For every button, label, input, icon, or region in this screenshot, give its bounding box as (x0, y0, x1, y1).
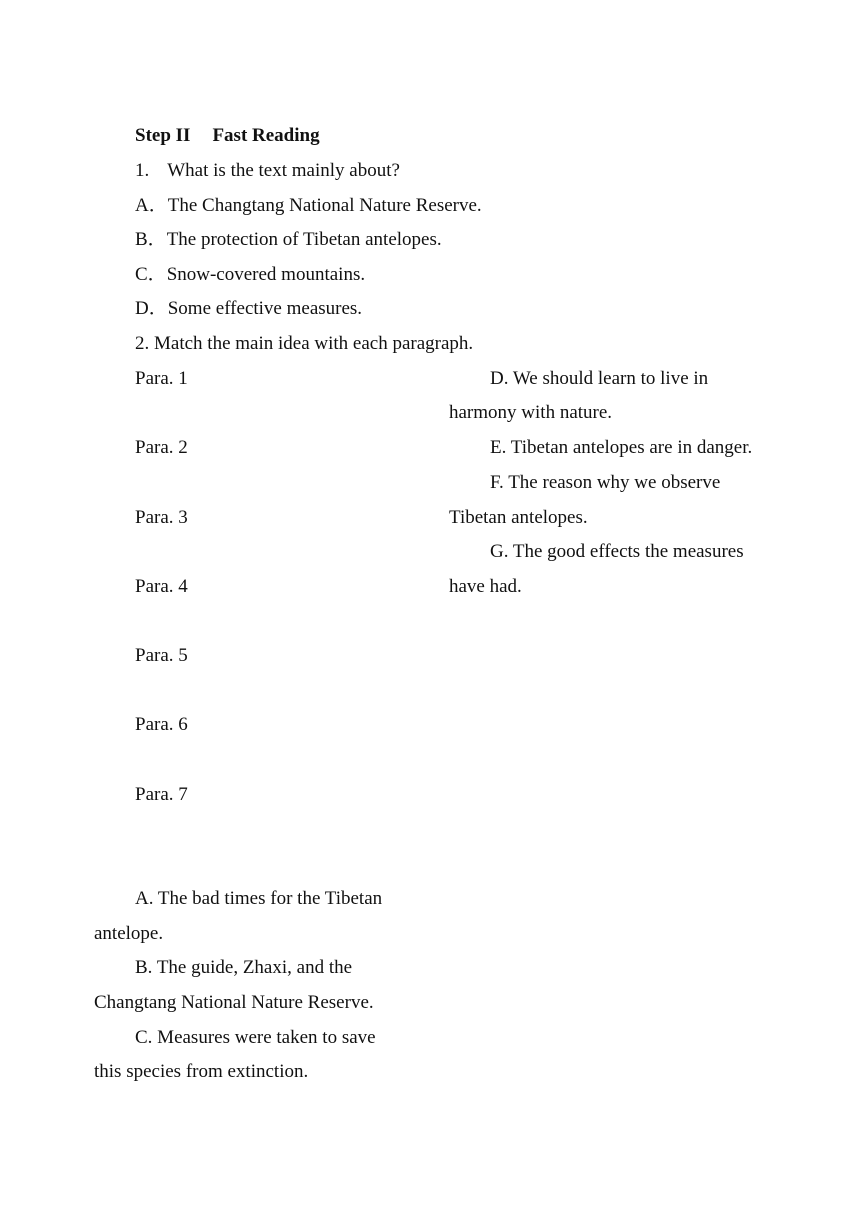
idea-g-line-1: G. The good effects the measures (490, 541, 744, 562)
option-a (135, 194, 482, 218)
idea-d-line-2: harmony with nature. (449, 402, 613, 423)
idea-d-line-1: D. We should learn to live in (490, 368, 709, 389)
option-c (135, 263, 365, 287)
section-heading (135, 124, 320, 148)
option-a-text: The Changtang National Nature Reserve. (167, 195, 482, 216)
idea-b-line-2: Changtang National Nature Reserve. (94, 992, 374, 1013)
idea-b-line-1: B. The guide, Zhaxi, and the (135, 957, 353, 978)
question-1 (135, 159, 400, 183)
option-d-text: Some effective measures. (167, 298, 363, 319)
para-label-1: Para. 1 (135, 368, 188, 389)
option-a-letter: A． (135, 195, 168, 216)
para-label-7: Para. 7 (135, 784, 188, 805)
idea-g-line-2: have had. (449, 576, 522, 597)
option-d-letter: D． (135, 298, 168, 319)
option-b-letter: B． (135, 229, 167, 250)
option-d (135, 297, 362, 321)
idea-a-line-2: antelope. (94, 923, 164, 944)
para-label-6: Para. 6 (135, 714, 188, 735)
idea-f-line-2: Tibetan antelopes. (449, 507, 588, 528)
idea-a-line-1: A. The bad times for the Tibetan (135, 888, 383, 909)
idea-c-line-1: C. Measures were taken to save (135, 1027, 376, 1048)
question-2-text: 2. Match the main idea with each paragraph. (135, 333, 474, 354)
section-title: Fast Reading (212, 125, 320, 146)
option-b (135, 228, 442, 252)
option-c-text: Snow-covered mountains. (166, 264, 366, 285)
option-c-letter: C． (135, 264, 167, 285)
question-1-number: 1. (135, 160, 150, 181)
step-label: Step II (135, 125, 191, 146)
option-b-text: The protection of Tibetan antelopes. (166, 229, 442, 250)
para-label-5: Para. 5 (135, 645, 188, 666)
para-label-2: Para. 2 (135, 437, 188, 458)
idea-f-line-1: F. The reason why we observe (490, 472, 721, 493)
para-label-3: Para. 3 (135, 507, 188, 528)
idea-e-line-1: E. Tibetan antelopes are in danger. (490, 437, 753, 458)
para-label-4: Para. 4 (135, 576, 188, 597)
idea-c-line-2: this species from extinction. (94, 1061, 309, 1082)
question-1-text: What is the text mainly about? (167, 160, 400, 181)
